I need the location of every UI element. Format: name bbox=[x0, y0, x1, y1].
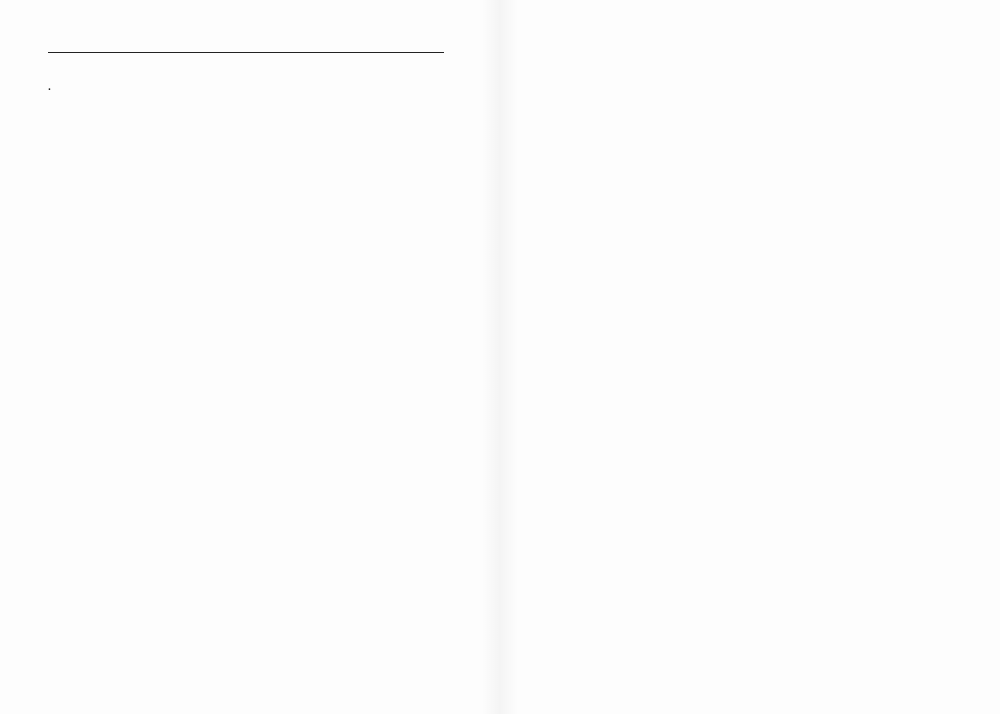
left-running-head bbox=[48, 35, 444, 53]
left-page bbox=[48, 0, 444, 714]
book-gutter bbox=[482, 0, 518, 714]
body-line: . bbox=[48, 78, 52, 94]
